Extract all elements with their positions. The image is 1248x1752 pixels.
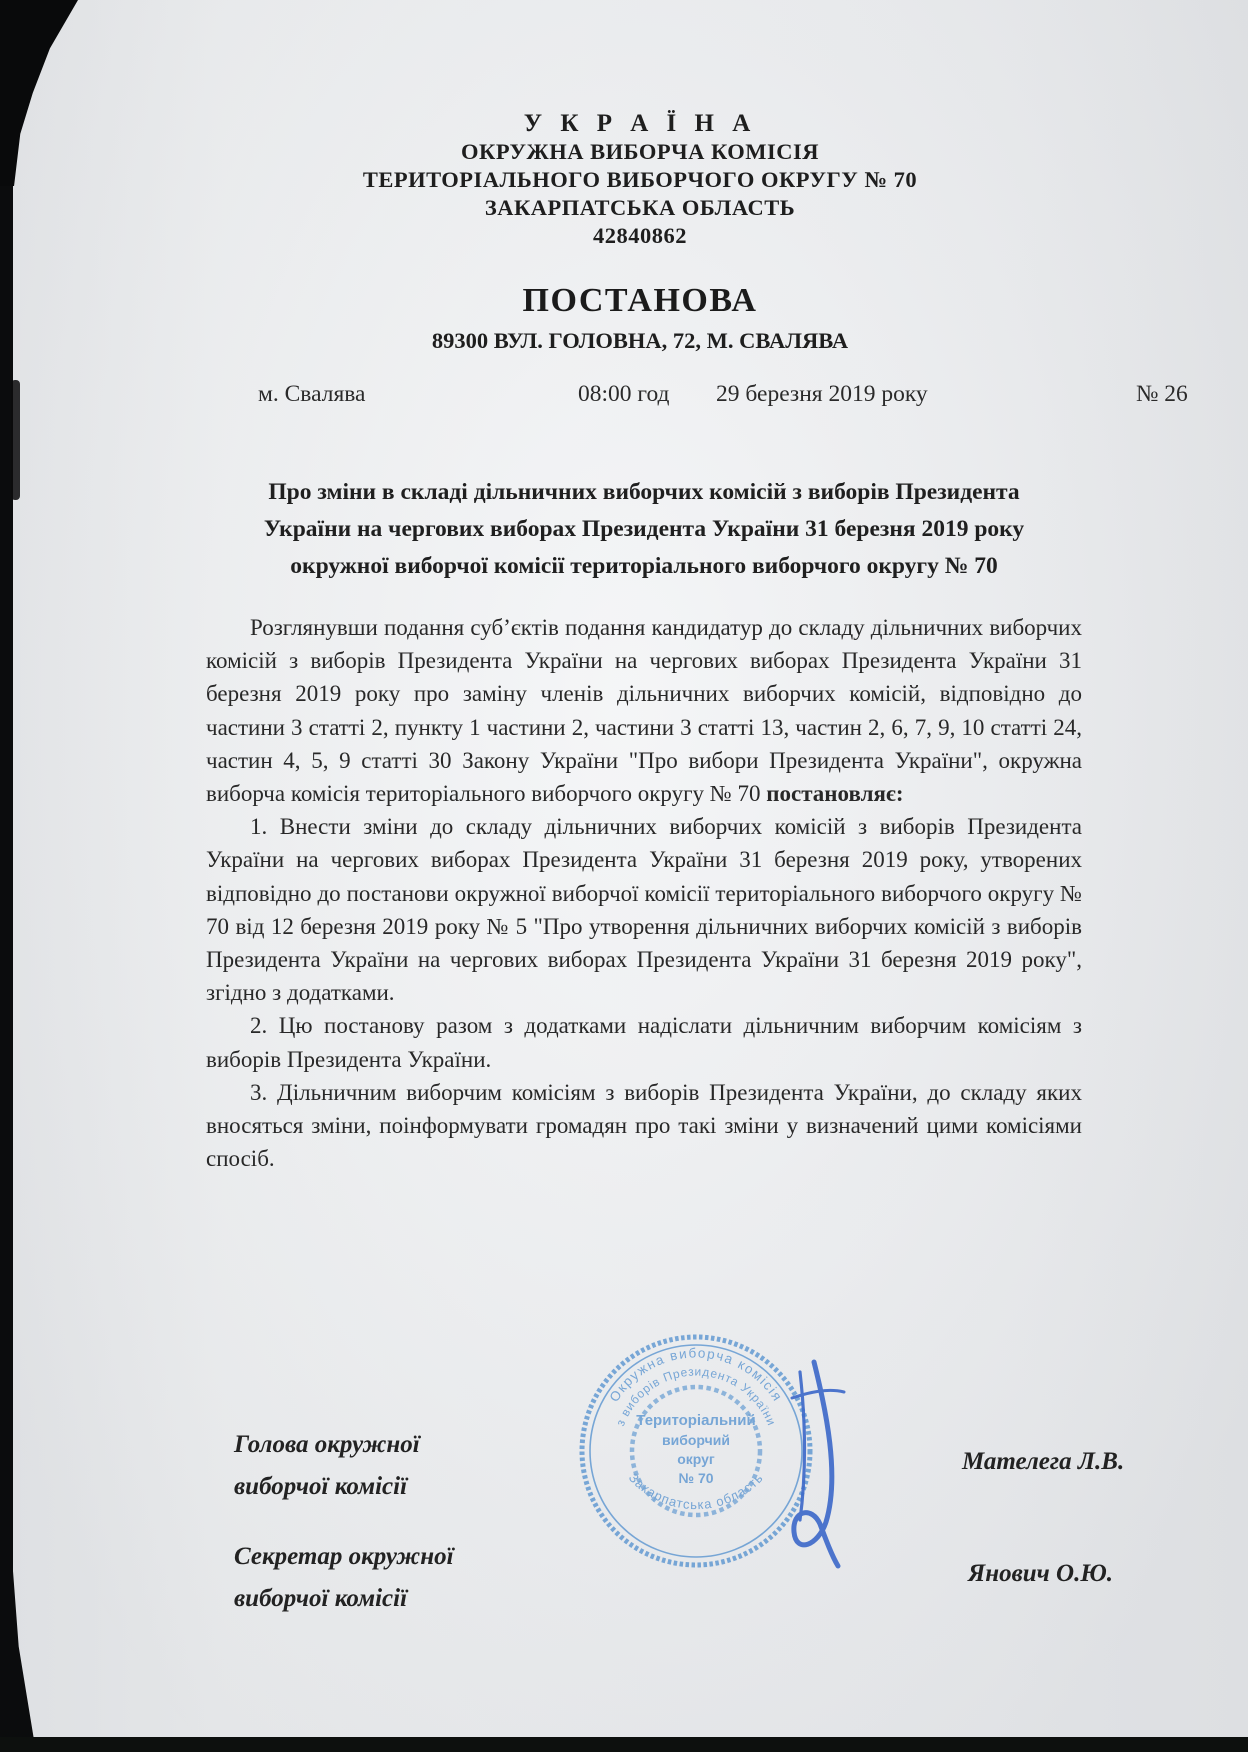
secretary-name: Янович О.Ю. <box>968 1560 1114 1587</box>
head-label-line1: Голова окружної <box>234 1431 420 1458</box>
title-line-1: Про зміни в складі дільничних виборчих комісій з виборів Президента <box>268 479 1020 505</box>
secretary-label-line2: виборчої комісії <box>234 1585 408 1612</box>
head-label-line2: виборчої комісії <box>234 1473 408 1500</box>
resolution-item-1: 1. Внести зміни до складу дільничних виборчих комісій з виборів Президента України на чергових виборах Президента України 31 березня 2019 року, утворених відповідно до постанови окружної виборчої комісії територіального виборчого округу № 70 від 12 березня 2019 року № 5 "Про утворення дільничних виборчих комісій з виборів Президента України на чергових виборах Президента України 31 березня 2019 року", згідно з додатками. <box>206 814 1082 1006</box>
signature-cross-stroke <box>792 1390 844 1398</box>
stamp-arc-text-region: Закарпатська область <box>625 1469 767 1513</box>
stamp-arc-text-commission: Окружна виборча комісія <box>606 1345 786 1405</box>
title-line-3: окружної виборчої комісії територіального виборчого округу № 70 <box>290 553 998 579</box>
meta-time: 08:00 год <box>578 381 670 407</box>
org-code: 42840862 <box>593 223 687 248</box>
region-name: ЗАКАРПАТСЬКА ОБЛАСТЬ <box>484 195 796 220</box>
letterhead <box>120 110 1160 250</box>
organization-line2: ТЕРИТОРІАЛЬНОГО ВИБОРЧОГО ОКРУГУ № 70 <box>362 167 918 192</box>
country-name: У К Р А Ї Н А <box>523 110 757 137</box>
head-signature-label <box>234 1424 420 1508</box>
meta-place: м. Свалява <box>258 381 366 407</box>
resolves-keyword: постановляє: <box>766 781 904 807</box>
meta-line <box>0 381 1248 415</box>
document-body <box>206 611 1082 1175</box>
resolution-item-3: 3. Дільничним виборчим комісіям з виборів Президента України, до складу яких вносяться зміни, поінформувати громадян про такі зміни у визначений цими комісіями спосіб. <box>206 1079 1082 1172</box>
stamp-center-line3: округ <box>677 1451 715 1467</box>
title-line-2: України на чергових виборах Президента України 31 березня 2019 року <box>263 516 1025 542</box>
scan-artifact-top-left-blob <box>0 0 78 186</box>
scan-artifact-bottom-band <box>0 1737 1248 1752</box>
stamp-center-line4: № 70 <box>678 1470 714 1486</box>
secretary-label-line1: Секретар окружної <box>234 1543 454 1570</box>
preamble-text: Розглянувши подання суб’єктів подання кандидатур до складу дільничних виборчих комісій з виборів Президента України на чергових виборах Президента України 31 березня 2019 року про заміну членів дільничних виборчих комісій, відповідно до частини 3 статті 2, пункту 1 частини 2, частини 3 статті 13, частин 2, 6, 7, 9, 10 статті 24, частин 4, 5, 9 статті 30 Закону України "Про вибори Президента України", окружна виборча комісія територіального виборчого округу № 70 <box>206 615 1082 807</box>
scan-artifact-bottom-left-blob <box>0 1570 34 1740</box>
address-line: 89300 ВУЛ. ГОЛОВНА, 72, М. СВАЛЯВА <box>431 328 849 353</box>
secretary-signature-label <box>234 1536 454 1620</box>
document-title <box>186 474 1102 585</box>
head-name: Мателега Л.В. <box>962 1448 1125 1475</box>
organization-line1: ОКРУЖНА ВИБОРЧА КОМІСІЯ <box>461 139 819 164</box>
stamp-center-line2: виборчий <box>662 1432 730 1448</box>
meta-date: 29 березня 2019 року <box>716 381 928 407</box>
preamble-paragraph <box>206 611 1082 810</box>
scan-artifact-left-strip <box>0 0 13 1752</box>
document-type-heading: ПОСТАНОВА <box>522 282 758 319</box>
stamp-arc-text-elections: з виборів Президента України <box>613 1364 779 1428</box>
resolution-item-2: 2. Цю постанову разом з додатками надіслати дільничним виборчим комісіям з виборів Президента України. <box>206 1013 1082 1072</box>
stamp-center-line1: Територіальний <box>636 1412 756 1429</box>
handwritten-signature <box>752 1358 892 1570</box>
meta-number: № 26 <box>1136 381 1188 407</box>
